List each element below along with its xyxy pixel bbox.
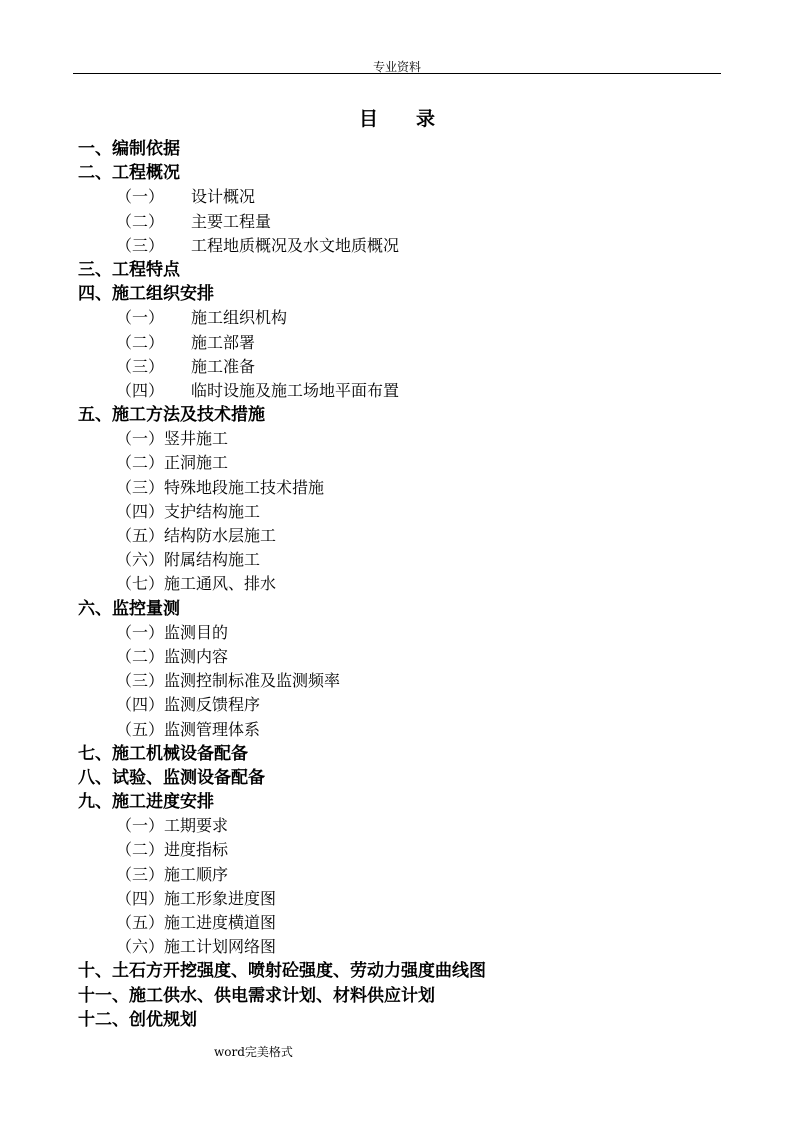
- toc-item-number: （一）: [116, 622, 165, 642]
- toc-section-heading: [78, 403, 758, 427]
- toc-subsection-item: [78, 379, 758, 403]
- toc-item-text: 八、试验、监测设备配备: [78, 767, 265, 788]
- toc-item-text: 四、施工组织安排: [78, 284, 214, 305]
- toc-section-heading: [78, 959, 758, 983]
- toc-subsection-item: [78, 645, 758, 669]
- toc-item-text: 监测目的: [164, 622, 229, 642]
- toc-item-text: 二、工程概况: [78, 163, 180, 184]
- toc-section-heading: [78, 984, 758, 1008]
- toc-section-heading: [78, 282, 758, 306]
- toc-item-number: （三）: [116, 235, 165, 255]
- toc-item-text: 监测控制标准及监测频率: [164, 671, 341, 691]
- toc-item-text: 十二、创优规划: [78, 1009, 197, 1030]
- toc-item-number: （二）: [116, 453, 165, 473]
- toc-item-text: 十、土石方开挖强度、喷射砼强度、劳动力强度曲线图: [78, 961, 486, 982]
- toc-subsection-item: [78, 524, 758, 548]
- toc-item-text: 七、施工机械设备配备: [78, 743, 248, 764]
- toc-item-text: 六、监控量测: [78, 598, 180, 619]
- toc-item-text: 施工顺序: [164, 864, 229, 884]
- toc-item-text: 十一、施工供水、供电需求计划、材料供应计划: [78, 985, 435, 1006]
- toc-item-number: （六）: [116, 550, 165, 570]
- toc-item-text: 结构防水层施工: [164, 526, 277, 545]
- toc-item-text: 临时设施及施工场地平面布置: [191, 380, 400, 400]
- toc-subsection-item: [78, 476, 758, 500]
- toc-item-text: 正洞施工: [164, 453, 229, 473]
- toc-section-heading: [78, 1008, 758, 1032]
- toc-subsection-item: [78, 355, 758, 379]
- toc-section-heading: [78, 790, 758, 814]
- toc-item-number: （三）: [116, 864, 165, 884]
- toc-item-number: （四）: [116, 695, 165, 715]
- toc-item-number: （四）: [116, 888, 165, 908]
- toc-item-number: （五）: [116, 526, 165, 545]
- toc-item-number: （一）: [116, 816, 165, 836]
- header-text: 专业资料: [372, 60, 421, 74]
- toc-section-heading: [78, 597, 758, 621]
- toc-section-heading: [78, 137, 758, 161]
- header-rule: [73, 73, 721, 74]
- toc-section-heading: [78, 161, 758, 185]
- toc-section-heading: [78, 766, 758, 790]
- toc-subsection-item: [78, 814, 758, 838]
- toc-item-number: （一）: [116, 187, 165, 207]
- toc-item-text: 施工准备: [191, 356, 256, 376]
- toc-item-text: 工期要求: [164, 816, 229, 836]
- toc-item-text: 施工计划网络图: [164, 937, 277, 957]
- toc-subsection-item: [78, 451, 758, 475]
- toc-item-text: 一、编制依据: [78, 139, 180, 159]
- toc-item-number: （一）: [116, 429, 165, 449]
- toc-item-text: 附属结构施工: [164, 550, 261, 570]
- toc-subsection-item: [78, 210, 758, 234]
- toc-subsection-item: [78, 838, 758, 862]
- toc-item-number: （二）: [116, 211, 165, 231]
- toc-item-text: 主要工程量: [191, 211, 272, 231]
- toc-item-text: 施工组织机构: [191, 308, 288, 328]
- footer-text: word完美格式: [214, 1045, 293, 1059]
- toc-item-text: 五、施工方法及技术措施: [78, 405, 265, 426]
- toc-item-number: （二）: [116, 332, 165, 352]
- table-of-contents: [78, 137, 758, 1032]
- toc-item-text: 特殊地段施工技术措施: [164, 477, 325, 497]
- toc-subsection-item: [78, 669, 758, 693]
- toc-item-number: （五）: [116, 719, 165, 739]
- toc-item-number: （五）: [116, 913, 165, 932]
- toc-subsection-item: [78, 911, 758, 935]
- toc-subsection-item: [78, 331, 758, 355]
- toc-item-text: 监测反馈程序: [164, 695, 261, 715]
- toc-item-number: （四）: [116, 501, 165, 521]
- toc-item-text: 工程地质概况及水文地质概况: [191, 235, 400, 255]
- toc-subsection-item: [78, 693, 758, 717]
- toc-item-number: （二）: [116, 646, 165, 666]
- toc-item-text: 监测内容: [164, 646, 229, 666]
- toc-subsection-item: [78, 234, 758, 258]
- toc-item-text: 三、工程特点: [78, 259, 180, 280]
- toc-item-number: （三）: [116, 671, 165, 691]
- toc-item-number: （三）: [116, 477, 165, 497]
- toc-subsection-item: [78, 572, 758, 596]
- toc-subsection-item: [78, 935, 758, 959]
- toc-subsection-item: [78, 500, 758, 524]
- toc-item-text: 施工通风、排水: [164, 574, 277, 594]
- toc-subsection-item: [78, 306, 758, 330]
- toc-subsection-item: [78, 718, 758, 742]
- toc-section-heading: [78, 742, 758, 766]
- toc-section-heading: [78, 258, 758, 282]
- toc-item-text: 九、施工进度安排: [78, 792, 214, 813]
- toc-item-number: （二）: [116, 840, 165, 860]
- toc-item-text: 施工形象进度图: [164, 888, 277, 908]
- toc-item-text: 设计概况: [191, 187, 256, 207]
- toc-subsection-item: [78, 548, 758, 572]
- toc-item-number: （六）: [116, 937, 165, 957]
- toc-subsection-item: [78, 185, 758, 209]
- toc-item-number: （一）: [116, 308, 165, 328]
- toc-item-number: （三）: [116, 356, 165, 376]
- toc-subsection-item: [78, 887, 758, 911]
- toc-item-text: 施工进度横道图: [164, 913, 277, 932]
- toc-title: 目录: [358, 108, 473, 130]
- toc-item-text: 施工部署: [191, 332, 256, 352]
- toc-item-number: （七）: [116, 574, 165, 594]
- toc-subsection-item: [78, 427, 758, 451]
- toc-item-number: （四）: [116, 380, 165, 400]
- toc-item-text: 支护结构施工: [164, 501, 261, 521]
- toc-item-text: 监测管理体系: [164, 719, 261, 739]
- toc-item-text: 竖井施工: [164, 429, 229, 449]
- toc-subsection-item: [78, 863, 758, 887]
- toc-item-text: 进度指标: [164, 840, 229, 860]
- toc-subsection-item: [78, 621, 758, 645]
